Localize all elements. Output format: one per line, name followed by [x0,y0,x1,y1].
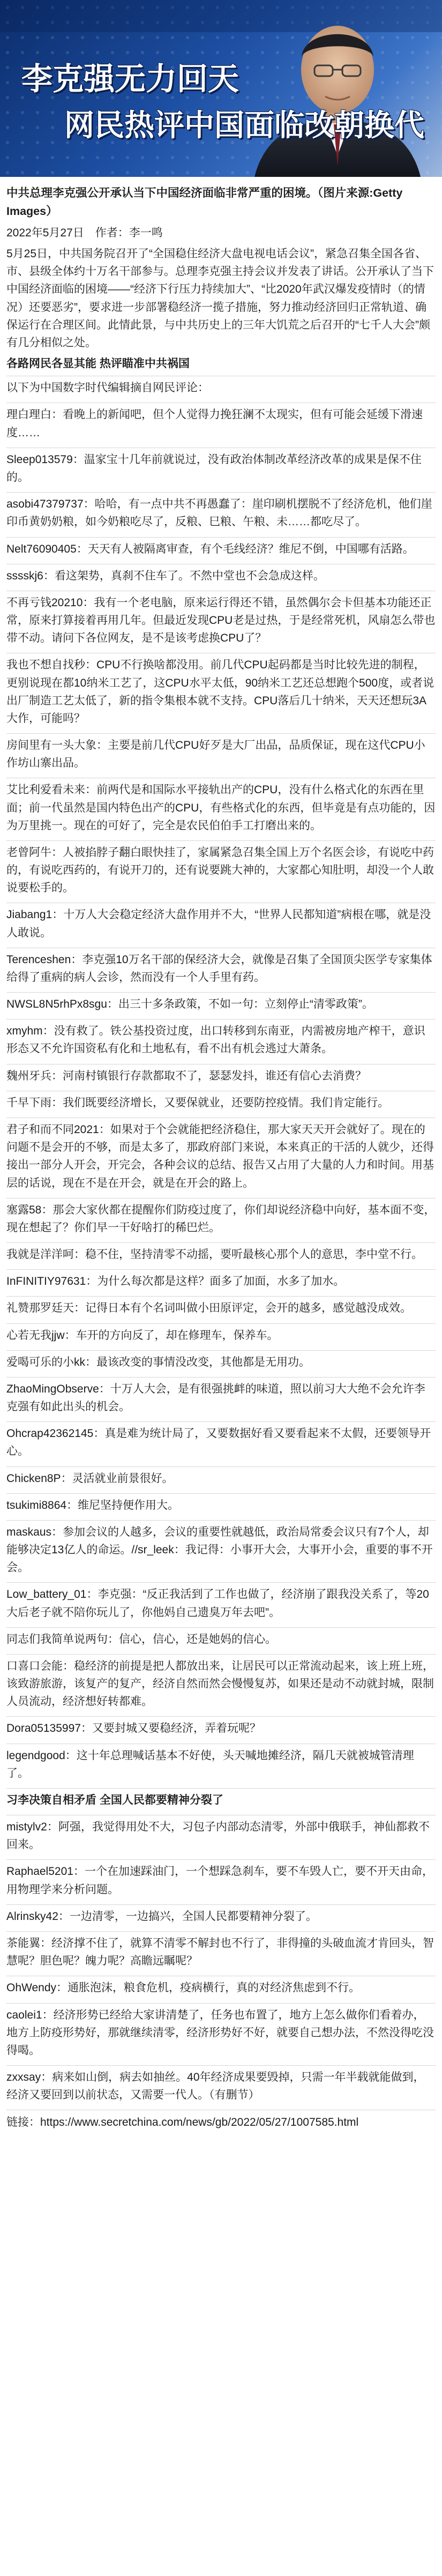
comment-item [6,948,436,989]
comment-separator: ： [86,1588,98,1601]
comment-item [6,1520,436,1580]
comment-author: Raphael5201 [6,1865,73,1878]
comment-separator: ： [72,453,84,466]
comment-separator: ： [85,1356,96,1368]
comment-separator: ： [52,909,64,921]
comment-author: 塞露58 [6,1203,42,1216]
comment-author: InFINITIY97631 [6,1275,86,1288]
comments-intro: 以下为中国数字时代编辑摘自网民评论： [6,376,436,399]
comment-separator: ： [58,1910,70,1923]
comment-separator: ： [85,659,96,672]
comment-text: 病来如山倒，病去如抽丝。40年经济成果要毁掉，只需一年半载就能做到，经济又要回到以前状态，又需要一代人。（有删节） [6,2071,425,2102]
comment-separator: ： [43,569,55,582]
comment-separator: ： [85,784,96,796]
comment-text: 我有一个老电脑，原来运行得还不错，虽然偶尔会卡但基本功能还正常，原来打算接着再用几年。但最近发现CPU老是过热，于是经常死机，风扇怎么带也带不动。请问下各位网友，是不是该考虑换CPU了？ [6,596,436,645]
comment-item [6,1466,436,1490]
comment-author: NWSL8N5rhPx8sgu [6,998,107,1011]
comment-author: 口喜口会能 [6,1659,63,1672]
subhead: 习李决策自相矛盾 全国人民都要精神分裂了 [6,1788,436,1812]
comment-text: 温家宝十几年前就说过，没有政治体制改革经济改革的成果是保不住的。 [6,453,422,483]
comment-separator: ： [56,1982,68,1994]
comment-item [6,1118,436,1195]
comment-author: zxxsay [6,2071,41,2084]
hero-headline-2: 网民热评中国面临改朝换代 [64,108,424,143]
comment-author: caolei1 [6,2008,42,2021]
comment-item [6,1976,436,1999]
comment-item [6,1744,436,1785]
comment-author: Ohcrap42362145 [6,1427,94,1440]
comment-item [6,778,436,837]
comment-separator: ： [41,2071,53,2084]
comment-separator: ： [76,542,88,555]
comment-separator: ： [65,1749,77,1762]
comment-text: 我们既要经济增长，又要保就业，还要防控疫情。我们肯定能行。 [63,1096,389,1109]
comment-separator: ： [93,1427,105,1440]
comment-item [6,492,436,533]
comment-item [6,403,436,444]
comment-item [6,653,436,730]
comment-author: 老曾阿牛 [6,846,51,859]
comment-text: 一边清零，一边搞兴，全国人民都要精神分裂了。 [69,1910,317,1923]
comment-separator: ： [74,1248,85,1261]
comment-separator: ： [42,2008,54,2021]
comment-text: 河南村镇银行存款都取不了，瑟瑟发抖，谁还有信心去消费？ [63,1069,366,1082]
comment-item [6,1654,436,1714]
comment-text: 李克强10万名干部的保经济大会，就像是召集了全国顶尖医学专家集体给得了重病的病人会诊，然而没有一个人手里有药。 [6,953,432,984]
article-lead: 中共总理李克强公开承认当下中国经济面临非常严重的困境。（图片来源:Getty Images） [6,187,403,218]
comment-author: 君子和而不同2021 [6,1123,99,1136]
comment-item [6,1931,436,1972]
comment-separator: ： [86,1275,98,1288]
comment-item [6,1716,436,1740]
comment-text: 维尼坚持便作用大。 [78,1499,179,1512]
comment-text: 看这架势，真刹不住车了。不然中堂也不会急成这样。 [54,569,325,582]
comment-text: 如果对于个会就能把经济稳住，那大家天天开会就好了。现在的问题不是会开的不够，而是太多了，那政府部门来说，本来真正的干活的人就少，还得接出一部分人开会，开完会，各种会议的总结、报告又占用了大量的人力和时间。用基层的话说，现在不是在开会，就是在开会的路上。 [6,1123,434,1189]
comment-text: 十万人大会稳定经济大盘作用并不大，“世界人民都知道”病根在哪，就是没人敢说。 [6,909,431,939]
comment-text: 真是难为统计局了，又要数据好看又要看起来不太假，还要领导开心。 [6,1427,431,1458]
comment-text: 没有救了。铁公基投资过度，出口转移到东南亚，内需被房地产榨干，意识形态又不允许国资私有化和土地私有，看不出有机会逃过大萧条。 [6,1025,425,1055]
comment-text: 记得日本有个名词叫做小田原评定，会开的越多，感觉越没成效。 [85,1302,411,1315]
comment-separator: ： [51,1069,63,1082]
comment-author: Alrinsky42 [6,1910,58,1923]
comment-item [6,1350,436,1374]
comment-text: 李克强：“反正我活到了工作也做了，经济崩了跟我没关系了，等20大后老子就不陪你玩儿了，你他妈自己遗臭万年去吧”。 [6,1588,429,1619]
comment-text: 看晚上的新闻吧，但个人觉得力挽狂澜不太现实，但有可能会延缓下滑速度…… [6,408,423,439]
comment-separator: ： [51,408,63,421]
comment-text: CPU不行换啥都没用。前几代CPU起码都是当时比较先进的制程，更别说现在都10纳米工艺了，这CPU水平太低，90纳米工艺还总想跑个500度，或者说出厂制造工艺太低了，新的指令集根本就不支持。CPU落后几十纳米，天天还想玩3A大作，可能吗？ [6,659,434,725]
comment-separator: ： [51,1096,63,1109]
comment-item [6,1582,436,1624]
comment-separator: ： [108,1633,119,1646]
comment-text: 出三十多条政策，不如一句：立刻停止“清零政策”。 [118,998,373,1011]
comment-text: 参加会议的人越多，会议的重要性就越低，政治局常委会议只有7个人，却能够决定13亿人的命运。//sr_leek：我记得：小事开大会，大事开小会，重要的事不开会。 [6,1525,433,1574]
comment-list [6,403,436,1784]
comment-author: 爱喝可乐的小kk [6,1356,85,1368]
comment-item [6,992,436,1016]
comment-separator: ： [40,1937,51,1949]
comment-author: ZhaoMingObserve [6,1382,99,1395]
comment-author: 艾比利爱看未来 [6,784,85,796]
comment-separator: ： [83,596,94,609]
comment-separator: ： [51,846,63,859]
comment-separator: ： [63,1659,74,1672]
comment-item [6,1859,436,1901]
comment-text: 经济撑不住了，就算不清零不解封也不行了，非得撞的头破血流才肯回头，智慧呢？胆色呢？魄力呢？高瞻远瞩呢？ [6,1937,434,1968]
comment-separator: ： [83,498,95,511]
comment-text: 为什么每次都是这样？面多了加面，水多了加水。 [97,1275,345,1288]
comment-author: OhWendy [6,1982,56,1994]
comment-separator: ： [99,1123,110,1136]
comment-separator: ： [96,739,108,752]
comment-item [6,1064,436,1088]
comment-author: 我就是洋洋呵 [6,1248,74,1261]
section-title: 各路网民各显其能 热评瞄准中共祸国 [6,358,190,370]
comment-text: 通胀泡沫，粮食危机，疫病横行，真的对经济焦虑到不行。 [68,1982,360,1994]
comment-item [6,1269,436,1293]
comment-text: 天天有人被隔离审查，有个毛线经济？维尼不倒，中国哪有活路。 [87,542,414,555]
comment-item [6,1627,436,1651]
article-date-author: 2022年5月27日 作者：李一鸣 [6,226,163,239]
source-link-label: 链接： [6,2116,40,2129]
comment-item [6,1421,436,1463]
comment-item [6,1323,436,1347]
comment-author: 房间里有一头大象 [6,739,96,752]
comment-separator: ： [66,1499,78,1512]
comment-author: mistylv2 [6,1821,47,1834]
comment-author: Chicken8P [6,1472,61,1485]
source-link-row [6,2110,436,2131]
comment-author: 魏州牙兵 [6,1069,51,1082]
comment-author: Sleep013579 [6,453,73,466]
comment-item [6,903,436,944]
comment-separator: ： [41,1203,53,1216]
comment-item [6,1198,436,1239]
hero-headline-1: 李克强无力回天 [21,61,239,97]
comment-author: xmyhm [6,1025,43,1038]
comment-text: 灵活就业前景很好。 [72,1472,174,1485]
comment-author: legendgood [6,1749,65,1762]
comment-text: 哈哈，有一点中共不再愚蠢了：崖印刷机摆脱不了经济危机，他们崖印币黄奶奶粮，如今奶粮吃尽了，反粮、巳粮、午粮、未……都吃尽了。 [6,498,432,528]
comment-text: 稳不住，坚持清零不动摇，要听最核心那个人的意思，李中堂不行。 [85,1248,423,1261]
comment-text: 经济形势已经给大家讲清楚了，任务也布置了，地方上怎么做你们看着办，地方上防疫形势好，那就继续清零，经济形势好不好，就要自己想办法，不然没得吃没得喝。 [6,2008,434,2057]
comment-text: 信心，信心，还是她妈的信心。 [119,1633,276,1646]
comment-separator: ： [47,1821,58,1834]
comment-separator: ： [51,1525,63,1538]
comment-author: Dora05135997 [6,1722,81,1735]
comment-item [6,2065,436,2106]
comment-text: 那会大家伙都在提醒你们防疫过度了，你们却说经济稳中向好，基本面不变，现在想起了？你们早一干好啥打的稀巴烂。 [6,1203,436,1234]
comment-author: sssskj6 [6,569,43,582]
comment-text: 阿强，我觉得用处不大，习包子内部动态清零，外部中俄联手，神仙都救不回来。 [6,1821,430,1851]
comment-text: 稳经济的前提是把人都放出来，让居民可以正常流动起来，该上班上班，该致游旅游，该复产的复产，经济自然而然会慢慢复苏，如果还是动不动就封城，限制人员流动，经济想好转都难。 [6,1659,434,1708]
comment-separator: ： [73,1865,85,1878]
comment-item [6,591,436,650]
comment-text: 前两代是和国际水平接轨出产的CPU，没有什么格式化的东西在里面；前一代虽然是国内特色出产的CPU，有些格式化的东西，但毕竟是有点功能的，因为万里挑一。现在的可好了，完全是农民伯伯手工打磨出来的。 [6,784,436,832]
comment-item [6,1296,436,1320]
comment-separator: ： [42,1025,54,1038]
comment-author: Nelt76090405 [6,542,77,555]
comment-item [6,2003,436,2063]
comment-item [6,537,436,561]
comment-separator: ： [80,1722,92,1735]
comment-separator: ： [99,1382,110,1395]
comment-text: 又要封城又要稳经济，弄着玩呢？ [92,1722,261,1735]
comment-item [6,1242,436,1266]
comment-author: 心若无我jjw [6,1329,65,1342]
comment-separator: ： [74,1302,85,1315]
comment-text: 十万人大会，是有很强挑衅的味道，照以前习大大绝不会允许李克强有如此出头的机会。 [6,1382,425,1413]
comment-author: Terenceshen [6,953,71,966]
comment-author: Low_battery_01 [6,1588,87,1601]
comment-item [6,1377,436,1418]
source-link[interactable]: https://www.secretchina.com/news/gb/2022/05/27/1007585.html [40,2116,359,2129]
comment-author: 不再亏钱20210 [6,596,83,609]
comment-item [6,1815,436,1856]
comment-text: 这十年总理喊话基本不好使，头天喊地摊经济，隔几天就被城管清理了。 [6,1749,414,1780]
article-content [0,177,442,2140]
comment-text: 车开的方向反了，却在修理车，保养车。 [76,1329,279,1342]
comment-author: tsukimi8864 [6,1499,67,1512]
comment-item [6,448,436,489]
comment-list-2 [6,1815,436,2106]
comment-item [6,733,436,775]
comment-author: Jiabang1 [6,909,53,921]
comment-item [6,1904,436,1928]
comment-item [6,564,436,587]
comment-separator: ： [71,953,83,966]
comment-author: asobi47379737 [6,498,84,511]
article-body: 5月25日，中共国务院召开了“全国稳住经济大盘电视电话会议”，紧急召集全国各省、市、县级全体约十万名干部参与。总理李克强主持会议并发表了讲话。公开承认了当下中国经济面临的困境——“经济下行压力持续加大”、“比2020年武汉爆发疫情时（的情况）还要恶劣”，要求进一步部署稳经济一揽子措施，努力推动经济回归正常轨道、确保运行在合理区间。此情此景，与中共历史上的三年大饥荒之后召开的“七千人大会”颇有几分相似之处。 [6,248,434,349]
comment-author: 理白理白 [6,408,51,421]
comment-item [6,1019,436,1060]
comment-text: 一个在加速踩油门，一个想踩急刹车，要不车毁人亡，要不开天由命，用物理学来分析问题。 [6,1865,433,1896]
comment-separator: ： [64,1329,76,1342]
hero-banner [0,0,442,177]
comment-author: 同志们我简单说两句 [6,1633,108,1646]
comment-author: 礼赞那罗廷天 [6,1302,74,1315]
comment-text: 最该改变的事情没改变，其他都是无用功。 [96,1356,310,1368]
comment-author: 我也不想自找秒 [6,659,85,672]
comment-separator: ： [61,1472,72,1485]
comment-text: 主要是前几代CPU好歹是大厂出品，品质保证，现在这代CPU小作坊山寨出品。 [6,739,425,770]
comment-item [6,1091,436,1114]
comment-author: maskaus [6,1525,52,1538]
comment-text: 人被掐脖子翻白眼快挂了，家属紧急召集全国上万个名医会诊，有说吃中药的，有说吃西药的，有说开刀的，还有说要跳大神的，大家都心知肚明，却没一个人敢说要松手的。 [6,846,434,895]
comment-author: 茶能翼 [6,1937,40,1949]
comment-separator: ： [107,998,118,1011]
premier-portrait-image [249,5,426,177]
comment-item [6,840,436,900]
comment-item [6,1493,436,1517]
comment-author: 千早下雨 [6,1096,51,1109]
